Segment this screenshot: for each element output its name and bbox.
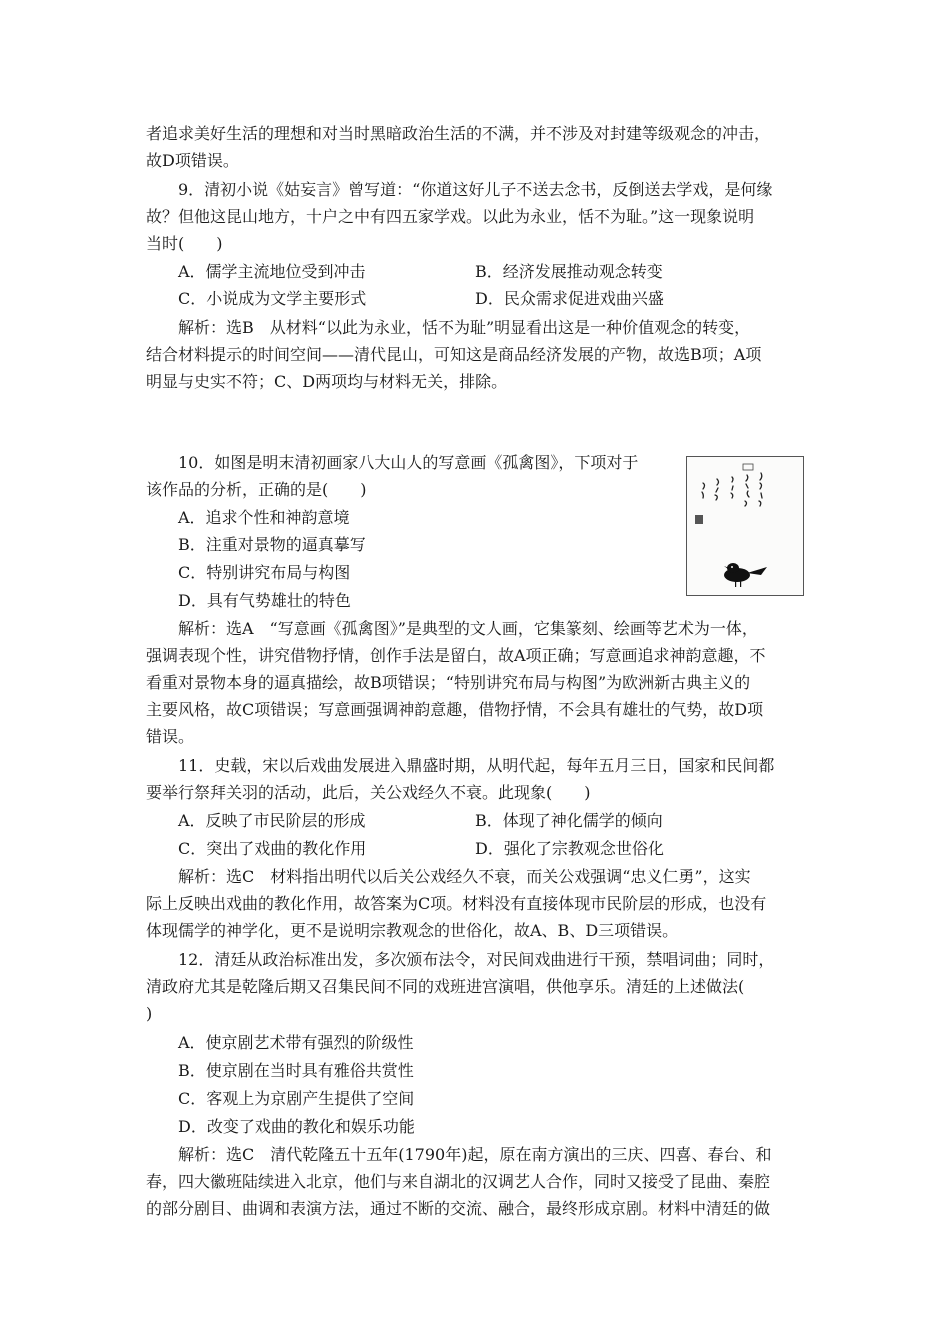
- question-12-stem: 12．清廷从政治标准出发，多次颁布法令，对民间戏曲进行干预，禁唱词曲；同时，: [178, 950, 775, 969]
- question-12-stem: 清政府尤其是乾隆后期又召集民间不同的戏班进宫演唱，供他享乐。清廷的上述做法(: [146, 977, 745, 996]
- question-10-analysis: 强调表现个性，讲究借物抒情，创作手法是留白，故A项正确；写意画追求神韵意趣，不: [146, 646, 766, 665]
- question-12-stem: ): [146, 1004, 153, 1023]
- question-9-option-c: C．小说成为文学主要形式: [178, 289, 367, 308]
- question-10-analysis: 看重对景物本身的逼真描绘，故B项错误；“特别讲究布局与构图”为欧洲新古典主义的: [146, 673, 751, 692]
- question-12-analysis: 解析：选C 清代乾隆五十五年(1790年)起，原在南方演出的三庆、四喜、春台、和: [178, 1145, 772, 1164]
- question-10-analysis: 错误。: [146, 727, 195, 746]
- question-10-option-a: A．追求个性和神韵意境: [178, 508, 350, 527]
- question-10-option-b: B．注重对景物的逼真摹写: [178, 535, 366, 554]
- question-12-option-c: C．客观上为京剧产生提供了空间: [178, 1089, 415, 1108]
- question-9-analysis: 解析：选B 从材料“以此为永业，恬不为耻”明显看出这是一种价值观念的转变，: [178, 318, 751, 337]
- question-9-stem: 故？但他这昆山地方，十户之中有四五家学戏。以此为永业，恬不为耻。”这一现象说明: [146, 207, 755, 226]
- question-12-analysis: 的部分剧目、曲调和表演方法，通过不断的交流、融合，最终形成京剧。材料中清廷的做: [146, 1199, 771, 1218]
- question-12-analysis: 春，四大徽班陆续进入北京，他们与来自湖北的汉调艺人合作，同时又接受了昆曲、秦腔: [146, 1172, 771, 1191]
- question-11-stem: 要举行祭拜关羽的活动，此后，关公戏经久不衰。此现象( ): [146, 783, 591, 802]
- lone-bird-painting: [686, 456, 804, 596]
- question-11-option-a: A．反映了市民阶层的形成: [178, 811, 366, 830]
- question-9-stem: 9．清初小说《姑妄言》曾写道：“你道这好儿子不送去念书，反倒送去学戏，是何缘: [178, 180, 773, 199]
- question-10-stem: 该作品的分析，正确的是( ): [146, 480, 367, 499]
- painting-image: [687, 457, 803, 595]
- question-11-option-d: D．强化了宗教观念世俗化: [475, 839, 664, 858]
- question-11-analysis: 解析：选C 材料指出明代以后关公戏经久不衰，而关公戏强调“忠义仁勇”，这实: [178, 867, 751, 886]
- question-11-option-b: B．体现了神化儒学的倾向: [475, 811, 663, 830]
- question-10-stem: 10．如图是明末清初画家八大山人的写意画《孤禽图》，下项对于: [178, 453, 639, 472]
- question-12-option-d: D．改变了戏曲的教化和娱乐功能: [178, 1117, 415, 1136]
- text-line: 故D项错误。: [146, 151, 239, 170]
- text-line: 者追求美好生活的理想和对当时黑暗政治生活的不满，并不涉及对封建等级观念的冲击，: [146, 124, 771, 143]
- question-10-option-c: C．特别讲究布局与构图: [178, 563, 351, 582]
- question-9-option-b: B．经济发展推动观念转变: [475, 262, 663, 281]
- question-12-option-b: B．使京剧在当时具有雅俗共赏性: [178, 1061, 414, 1080]
- question-10-analysis: 解析：选A “写意画《孤禽图》”是典型的文人画，它集篆刻、绘画等艺术为一体，: [178, 619, 758, 638]
- question-10-option-d: D．具有气势雄壮的特色: [178, 591, 351, 610]
- question-9-analysis: 结合材料提示的时间空间——清代昆山，可知这是商品经济发展的产物，故选B项；A项: [146, 345, 762, 364]
- question-11-stem: 11．史载，宋以后戏曲发展进入鼎盛时期，从明代起，每年五月三日，国家和民间都: [178, 756, 775, 775]
- question-9-stem: 当时( ): [146, 234, 223, 253]
- question-11-analysis: 体现儒学的神学化，更不是说明宗教观念的世俗化，故A、B、D三项错误。: [146, 921, 679, 940]
- question-10-analysis: 主要风格，故C项错误；写意画强调神韵意趣，借物抒情，不会具有雄壮的气势，故D项: [146, 700, 764, 719]
- question-12-option-a: A．使京剧艺术带有强烈的阶级性: [178, 1033, 414, 1052]
- question-9-analysis: 明显与史实不符；C、D两项均与材料无关，排除。: [146, 372, 508, 391]
- question-11-analysis: 际上反映出戏曲的教化作用，故答案为C项。材料没有直接体现市民阶层的形成，也没有: [146, 894, 767, 913]
- question-9-option-d: D．民众需求促进戏曲兴盛: [475, 289, 664, 308]
- question-11-option-c: C．突出了戏曲的教化作用: [178, 839, 367, 858]
- question-9-option-a: A．儒学主流地位受到冲击: [178, 262, 366, 281]
